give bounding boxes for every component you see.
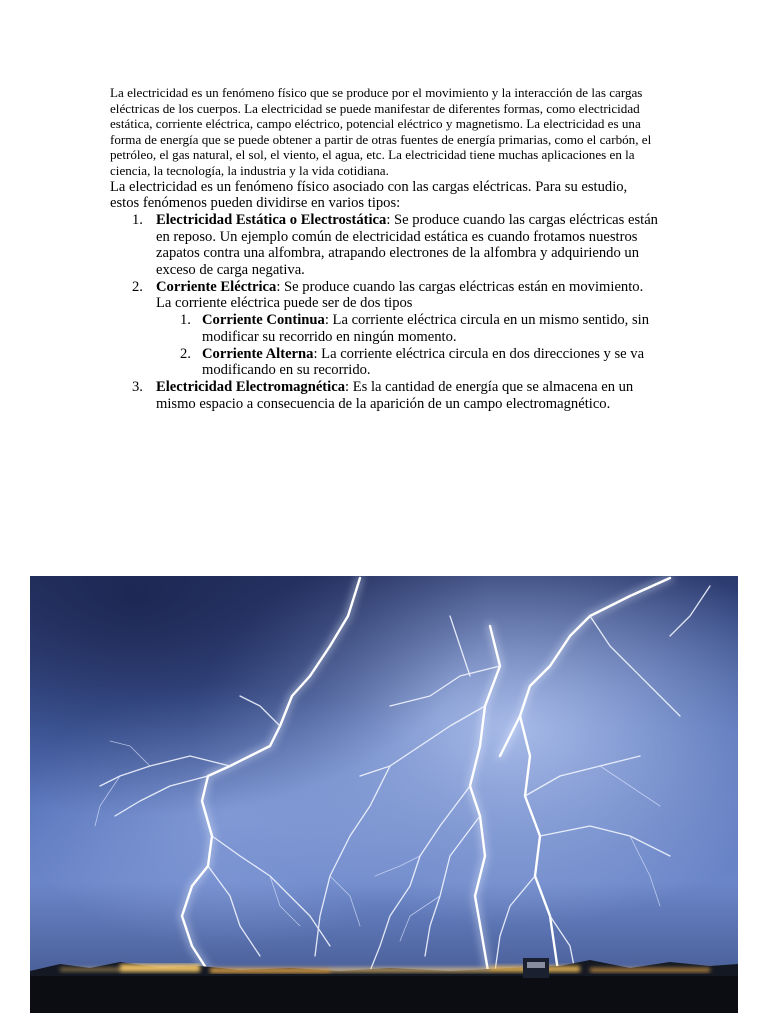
lead-paragraph: La electricidad es un fenómeno físico asociado con las cargas eléctricas. Para su estudio, estos fenómenos pueden dividirse en varios tipos: [110, 178, 628, 212]
item-text: : Es la cantidad de energía que se almacena en un mismo espacio a consecuencia de la aparición de un campo electromagnético. [156, 379, 634, 412]
intro-paragraph: La electricidad es un fenómeno físico que se produce por el movimiento y la interacción de las cargas eléctricas de los cuerpos. La electricidad se puede manifestar de diferentes formas, como electricidad estática, corriente eléctrica, campo eléctrico, potencial eléctrico y magnetismo. La electricidad es una forma de energía que se puede obtener a partir de otras fuentes de energía primarias, como el carbón, el petróleo, el gas natural, el sol, el viento, el agua, etc. La electricidad tiene muchas aplicaciones en la ciencia, la tecnología, la industria y la vida cotidiana. [110, 85, 652, 178]
item-text: : Se produce cuando las cargas eléctricas están en movimiento. La corriente eléctrica puede ser de dos tipos [156, 278, 644, 312]
subitem-text: : La corriente eléctrica circula en un mismo sentido, sin modificar su recorrido en ningún momento. [202, 312, 650, 345]
lightning-photo [30, 576, 738, 1013]
subitem-text: : La corriente eléctrica circula en dos direcciones y se va modificando en su recorrido. [202, 345, 645, 379]
list-number: 2. [132, 278, 143, 295]
types-list [110, 212, 660, 412]
list-item [110, 379, 660, 412]
subitem-term: Corriente Alterna [202, 345, 314, 362]
list-item [110, 279, 660, 379]
subtypes-list [156, 312, 660, 379]
item-term: Corriente Eléctrica [156, 278, 277, 295]
sublist-item [156, 346, 660, 379]
text-content [110, 85, 660, 412]
list-number: 1. [132, 211, 143, 228]
list-number: 3. [132, 379, 143, 395]
list-item [110, 212, 660, 279]
item-text: : Se produce cuando las cargas eléctricas están en reposo. Un ejemplo común de electricidad estática es cuando frotamos nuestros zapatos contra una alfombra, atrapando electrones de la alfombra y adquiriendo un exceso de carga negativa. [156, 211, 658, 279]
sublist-number: 1. [180, 312, 191, 329]
item-term: Electricidad Electromagnética [156, 379, 345, 395]
sublist-number: 2. [180, 345, 191, 362]
subitem-term: Corriente Continua [202, 312, 325, 329]
item-term: Electricidad Estática o Electrostática [156, 211, 387, 228]
sublist-item [156, 312, 660, 345]
